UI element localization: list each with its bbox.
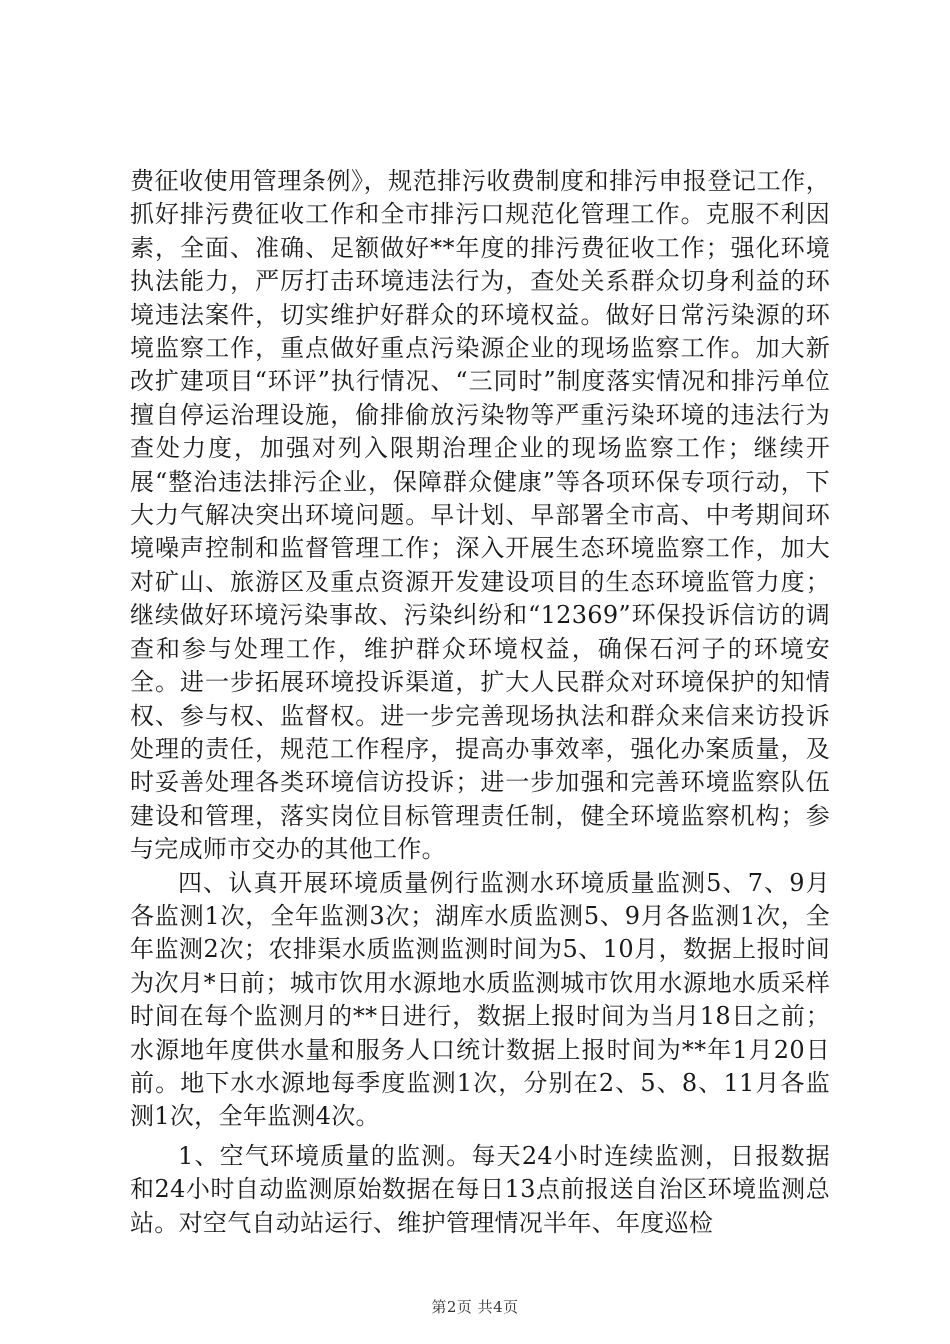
page-footer: 第2页 共4页 <box>431 1298 519 1316</box>
paragraph: 1、空气环境质量的监测。每天24小时连续监测，日报数据和24小时自动监测原始数据在每日13点前报送自治区环境监测总站。对空气自动站运行、维护管理情况半年、年度巡检 <box>130 1141 830 1237</box>
paragraph: 四、认真开展环境质量例行监测水环境质量监测5、7、9月各监测1次，全年监测3次；湖库水质监测5、9月各监测1次，全年监测2次；农排渠水质监测监测时间为5、10月，数据上报时间为次月*日前；城市饮用水源地水质监测城市饮用水源地水质采样时间在每个监测月的**日进行，数据上报时间为当月18日之前；水源地年度供水量和服务人口统计数据上报时间为**年1月20日前。地下水水源地每季度监测1次，分别在2、5、8、11月各监测1次，全年监测4次。 <box>130 868 830 1131</box>
paragraph: 费征收使用管理条例》，规范排污收费制度和排污申报登记工作，抓好排污费征收工作和全市排污口规范化管理工作。克服不利因素，全面、准确、足额做好**年度的排污费征收工作；强化环境执法能力，严厉打击环境违法行为，查处关系群众切身利益的环境违法案件，切实维护好群众的环境权益。做好日常污染源的环境监察工作，重点做好重点污染源企业的现场监察工作。加大新改扩建项目“环评”执行情况、“三同时”制度落实情况和排污单位擅自停运治理设施，偷排偷放污染物等严重污染环境的违法行为查处力度，加强对列入限期治理企业的现场监察工作；继续开展“整治违法排污企业，保障群众健康”等各项环保专项行动，下大力气解决突出环境问题。早计划、早部署全市高、中考期间环境噪声控制和监督管理工作；深入开展生态环境监察工作，加大对矿山、旅游区及重点资源开发建设项目的生态环境监管力度；继续做好环境污染事故、污染纠纷和“12369”环保投诉信访的调查和参与处理工作，维护群众环境权益，确保石河子的环境安全。进一步拓展环境投诉渠道，扩大人民群众对环境保护的知情权、参与权、监督权。进一步完善现场执法和群众来信来访投诉处理的责任，规范工作程序，提高办事效率，强化办案质量，及时妥善处理各类环境信访投诉；进一步加强和完善环境监察队伍建设和管理，落实岗位目标管理责任制，健全环境监察机构；参与完成师市交办的其他工作。 <box>130 167 830 864</box>
document-body <box>130 165 830 1240</box>
